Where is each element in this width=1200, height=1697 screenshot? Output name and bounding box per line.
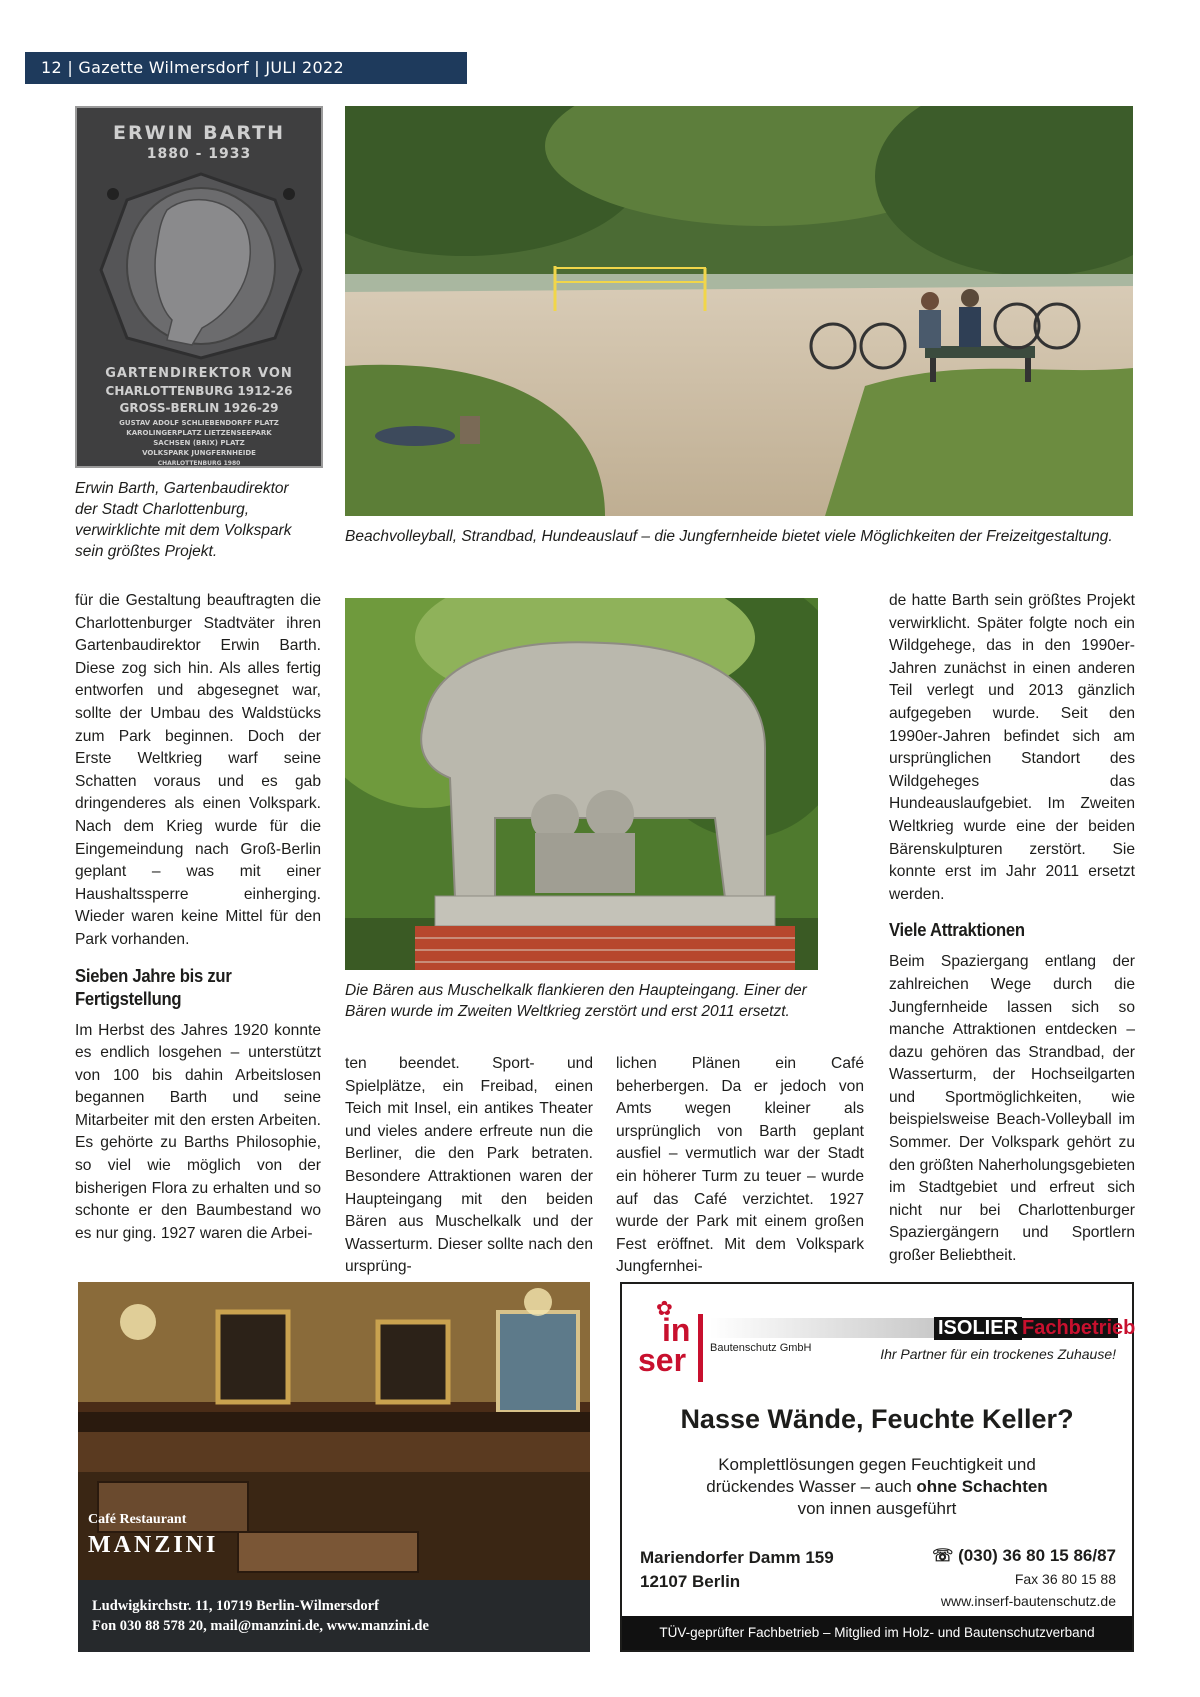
article-column-3	[616, 1053, 864, 1279]
article-col4-paragraph1: de hatte Barth sein größtes Projekt verwirklicht. Später folgte noch ein Wildgehege, das in den 1990er-Jahren zunächst in einen anderen Teil verlegt und 2013 gänzlich aufgegeben wurde. Seit den 1990er-Jahren befindet sich am ursprünglichen Standort des Wildgeheges das Hundeauslaufgebiet. Im Zweiten Weltkrieg wurde eine der beiden Bärenskulpturen zerstört. Sie konnte erst im Jahr 2011 ersetzt werden.	[889, 592, 1135, 903]
ad-sub-line1: Komplettlösungen gegen Feuchtigkeit und	[718, 1455, 1036, 1474]
bear-sculpture-photo	[345, 598, 818, 970]
badge-isolier: ISOLIER	[934, 1317, 1022, 1340]
caption-bear: Die Bären aus Muschelkalk flankieren den Haupteingang. Einer der Bären wurde im Zweiten Weltkrieg zerstört und erst 2011 ersetzt.	[345, 982, 807, 1020]
restaurant-label: Café Restaurant	[88, 1512, 187, 1527]
logo-text-in: in	[662, 1312, 691, 1348]
plaque-line2: CHARLOTTENBURG 1912-26	[105, 384, 293, 398]
ad-phone[interactable]	[932, 1546, 1116, 1566]
ad-street: Mariendorfer Damm 159	[640, 1548, 834, 1567]
plaque-years: 1880 - 1933	[146, 146, 252, 162]
article-column-2	[345, 1053, 593, 1279]
ad-website-link[interactable]: www.inserf-bautenschutz.de	[940, 1593, 1116, 1609]
plaque-line5: KAROLINGERPLATZ LIETZENSEEPARK	[126, 429, 272, 437]
plaque-name: ERWIN BARTH	[113, 122, 285, 144]
plaque-line4: GUSTAV ADOLF SCHLIEBENDORFF PLATZ	[119, 419, 279, 427]
restaurant-address: Ludwigkirchstr. 11, 10719 Berlin-Wilmersdorf	[92, 1598, 379, 1614]
article-col4-paragraph2: Beim Spaziergang entlang der zahlreichen Wege durch die Jungfernheide lassen sich so manche Attraktionen entdecken – dazu gehören das Strandbad, der Wasserturm, der Hochseilgarten und Sportmöglichkeiten, wie beispielsweise Beach-Volleyball im Sommer. Der Volkspark gehört zu den größten Naherholungsgebieten im Stadtgebiet und erfreut sich nicht nur bei Charlottenburger Spaziergängern und Sportlern großer Beliebtheit.	[889, 953, 1135, 1265]
beach-volleyball-photo	[345, 106, 1133, 516]
plaque-line7: VOLKSPARK JUNGFERNHEIDE	[142, 449, 256, 457]
restaurant-name: MANZINI	[88, 1532, 219, 1558]
subheading-viele-attraktionen: Viele Attraktionen	[889, 919, 1025, 941]
ad-headline: Nasse Wände, Feuchte Keller?	[680, 1404, 1074, 1434]
caption-beach: Beachvolleyball, Strandbad, Hundeauslauf – die Jungfernheide bietet viele Möglichkeiten der Freizeitgestaltung.	[345, 528, 1113, 545]
restaurant-footer	[78, 1580, 590, 1652]
plaque-line6: SACHSEN (BRIX) PLATZ	[153, 439, 245, 447]
ad-sub-line2-text: drückendes Wasser – auch	[706, 1477, 917, 1496]
page-header: 12 | Gazette Wilmersdorf | JULI 2022	[25, 52, 467, 84]
phone-icon: ☏	[932, 1546, 959, 1565]
erwin-barth-plaque-photo	[75, 106, 323, 468]
ad-phone-number: (030) 36 80 15 86/87	[958, 1546, 1116, 1565]
article-column-1	[75, 590, 321, 1245]
badge-fachbetrieb: Fachbetrieb	[1022, 1317, 1136, 1339]
ad-sub-line2	[622, 1476, 1132, 1498]
restaurant-contact[interactable]: Fon 030 88 578 20, mail@manzini.de, www.manzini.de	[92, 1618, 429, 1634]
ad-city: 12107 Berlin	[640, 1572, 741, 1591]
logo-bar	[698, 1314, 703, 1382]
ad-footer: TÜV-geprüfter Fachbetrieb – Mitglied im Holz- und Bautenschutzverband	[622, 1616, 1132, 1650]
logo-text-ser: ser	[638, 1342, 687, 1378]
plaque-line3: GROSS-BERLIN 1926-29	[119, 401, 279, 415]
tagline: Ihr Partner für ein trockenes Zuhause!	[880, 1346, 1116, 1362]
article-col1-paragraph1: für die Gestaltung beauftragten die Charlottenburger Stadtväter ihren Gartenbaudirektor Erwin Barth. Diese zog sich hin. Als alles fertig entworfen und abgesegnet war, sollte der Umbau des Waldstücks zum Park beginnen. Doch der Erste Weltkrieg warf seine Schatten voraus und es gab dringenderes als einen Volkspark. Nach dem Krieg wurde für die Eingemeindung nach Groß-Berlin geplant – was mit einer Haushaltssperre einherging. Wieder waren keine Mittel für den Park vorhanden.	[75, 592, 321, 948]
article-col2-paragraph: ten beendet. Sport- und Spielplätze, ein Freibad, einen Teich mit Insel, ein antikes Theater und vieles andere erfreute nun die Berliner, die den Park betraten. Besondere Attraktionen waren der Haupteingang mit den beiden Bären aus Muschelkalk und der Wasserturm. Dieser sollte nach den ursprüng-	[345, 1055, 593, 1276]
ad-address	[640, 1546, 834, 1594]
ad-sub-line3: von innen ausgeführt	[797, 1499, 957, 1518]
plaque-line1: GARTENDIREKTOR VON	[105, 366, 293, 381]
article-col1-paragraph2: Im Herbst des Jahres 1920 konnte es endlich losgehen – unterstützt von 100 bis dahin Arbeitslosen begannen Barth und seine Mitarbeiter mit den ersten Arbeiten. Es gehörte zu Barths Philosophie, so viel wie möglich von der bisherigen Flora zu erhalten und so schonte er den Baumbestand wo es nur ging. 1927 waren die Arbei-	[75, 1021, 321, 1242]
company-name: Bautenschutz GmbH	[710, 1342, 812, 1354]
ad-subtext	[622, 1454, 1132, 1520]
portrait-relief-medallion	[97, 170, 305, 360]
manzini-restaurant-ad[interactable]	[78, 1282, 590, 1652]
article-col3-paragraph: lichen Plänen ein Café beherbergen. Da er jedoch von Amts wegen kleiner als ursprünglich von Barth geplant ausfiel – vermutlich war der Stadt ein höherer Turm zu teuer – wurde auf das Café verzichtet. 1927 wurde der Park mit einem großen Fest eröffnet. Mit dem Volkspark Jungfernhei-	[616, 1055, 864, 1276]
subheading-sieben-jahre: Sieben Jahre bis zur Fertigstellung	[75, 964, 232, 1009]
flower-icon: ✿	[656, 1298, 673, 1320]
article-column-4	[889, 590, 1135, 1268]
ad-sub-line2-bold: ohne Schachten	[916, 1477, 1048, 1496]
ad-fax: Fax 36 80 15 88	[1014, 1571, 1116, 1587]
caption-barth: Erwin Barth, Gartenbaudirektor der Stadt Charlottenburg, verwirklichte mit dem Volkspark sein größtes Projekt.	[75, 480, 292, 560]
plaque-footer: CHARLOTTENBURG 1980	[157, 460, 241, 467]
inserf-bautenschutz-ad[interactable]	[620, 1282, 1134, 1652]
